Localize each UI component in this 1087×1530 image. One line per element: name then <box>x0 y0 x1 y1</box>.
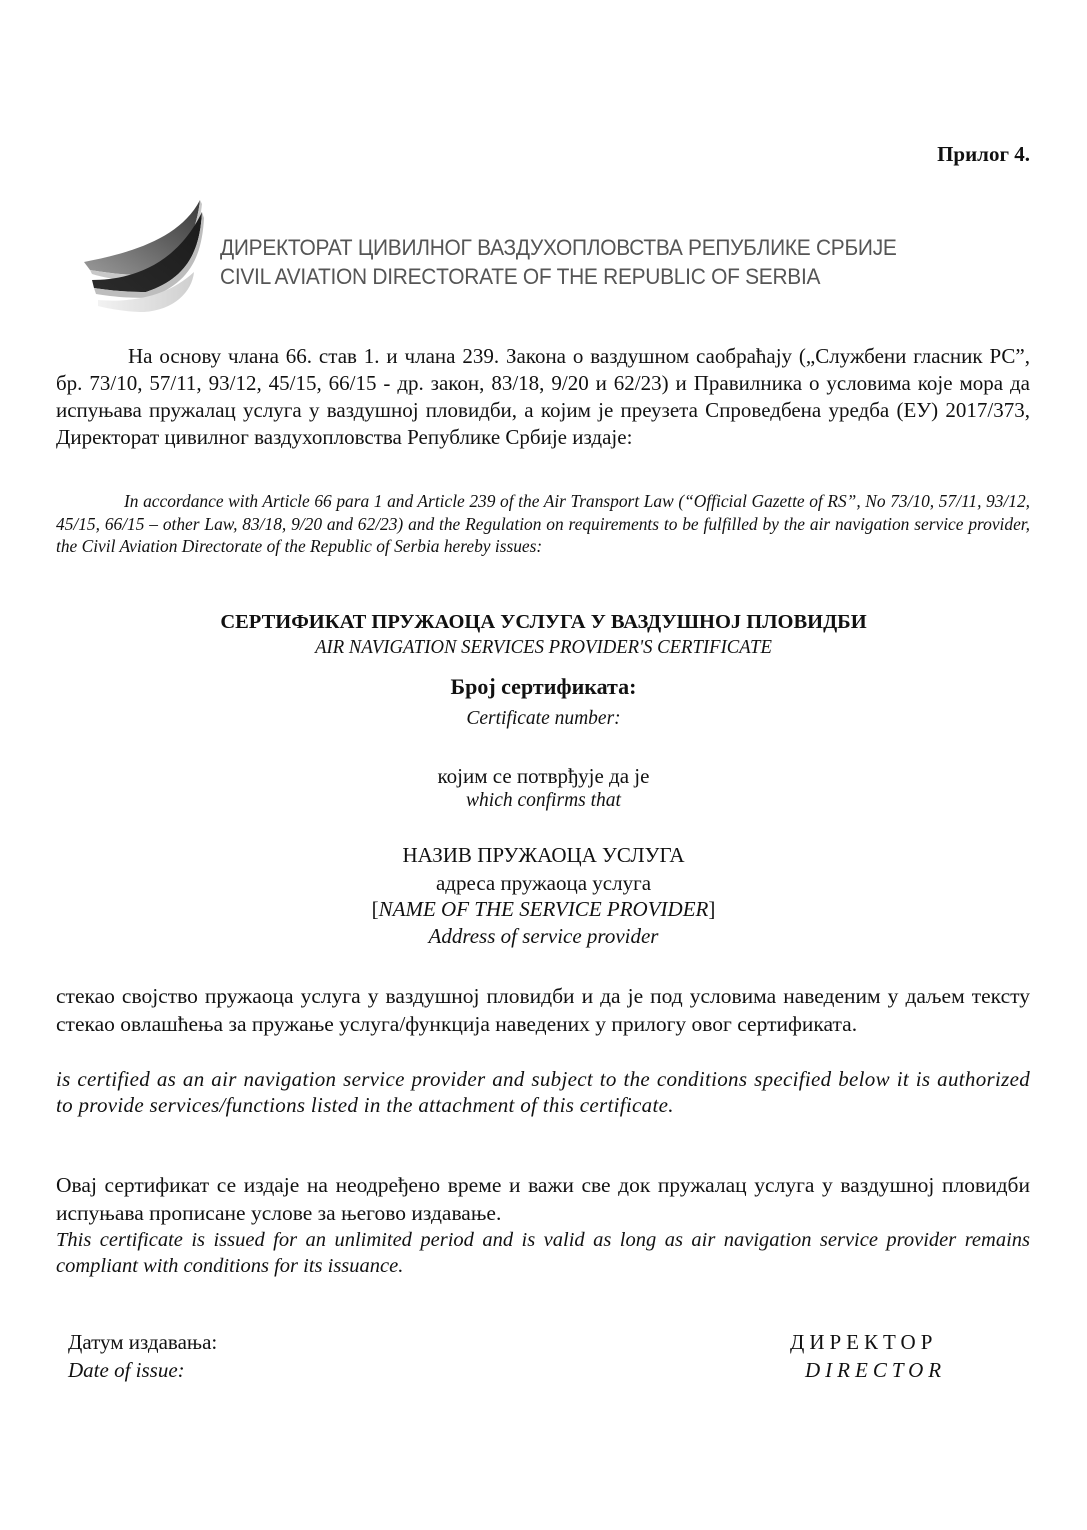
annex-label: Прилог 4. <box>937 142 1030 166</box>
certified-clause-sr: стекао својство пружаоца услуга у ваздушној пловидби и да је под условима наведеним у даљем тексту стекао овлашћења за пружање услуга/функција наведених у прилогу овог сертификата. <box>56 984 1030 1036</box>
org-name-block <box>220 233 897 291</box>
provider-name-en-block: [NAME OF THE SERVICE PROVIDER] <box>371 897 716 921</box>
certificate-number-label-en: Certificate number: <box>466 708 621 729</box>
director-label-sr: ДИРЕКТОР <box>790 1330 938 1354</box>
director-label-en: DIRECTOR <box>805 1358 947 1382</box>
date-of-issue-label-en: Date of issue: <box>68 1358 185 1382</box>
certificate-number-label-sr: Број сертификата: <box>450 674 637 699</box>
provider-address-en: Address of service provider <box>428 924 659 948</box>
provider-name-sr: НАЗИВ ПРУЖАОЦА УСЛУГА <box>402 843 685 867</box>
provider-address-sr: адреса пружаоца услуга <box>435 871 652 895</box>
preamble-en <box>56 490 1030 558</box>
provider-name-en: NAME OF THE SERVICE PROVIDER <box>378 897 709 921</box>
date-of-issue-label-sr: Датум издавања: <box>68 1330 218 1354</box>
confirms-en: which confirms that <box>466 790 621 811</box>
certificate-title-en: AIR NAVIGATION SERVICES PROVIDER'S CERTIFICATE <box>315 637 772 658</box>
validity-clause-sr: Овај сертификат се издаје на неодређено време и важи све док пружалац услуга у ваздушној пловидби испуњава прописане услове за његово издавање. <box>56 1173 1030 1225</box>
preamble-en-text: In accordance with Article 66 para 1 and Article 239 of the Air Transport Law (“Official Gazette of RS”, No 73/10, 57/11, 93/12, 45/15, 66/15 – other Law, 83/18, 9/20 and 62/23) and the Regulation on requirements to be fulfilled by the air navigation service provider, the Civil Aviation Directorate of the Republic of Serbia hereby issues: <box>56 491 1030 556</box>
preamble-sr <box>56 343 1030 451</box>
certificate-title-sr: СЕРТИФИКАТ ПРУЖАОЦА УСЛУГА У ВАЗДУШНОЈ ПЛОВИДБИ <box>220 611 867 633</box>
org-name-sr: ДИРЕКТОРАТ ЦИВИЛНОГ ВАЗДУХОПЛОВСТВА РЕПУБЛИКЕ СРБИЈЕ <box>220 235 897 260</box>
civil-aviation-directorate-logo-icon <box>84 196 208 312</box>
certified-clause-en: is certified as an air navigation service provider and subject to the conditions specified below it is authorized to provide services/functions listed in the attachment of this certificate. <box>56 1067 1030 1117</box>
preamble-sr-text: На основу члана 66. став 1. и члана 239. Закона о ваздушном саобраћају („Службени гласник РС”, бр. 73/10, 57/11, 93/12, 45/15, 66/15 - др. закон, 83/18, 9/20 и 62/23) и Правилника о условима које мора да испуњава пружалац услуга у ваздушној пловидби, а којим је преузета Спроведбена уредба (ЕУ) 2017/373, Директорат цивилног ваздухопловства Републике Србије издаје: <box>56 344 1030 449</box>
org-name-en: CIVIL AVIATION DIRECTORATE OF THE REPUBLIC OF SERBIA <box>220 264 821 289</box>
validity-clause-en: This certificate is issued for an unlimited period and is valid as long as air navigation service provider remains compliant with conditions for its issuance. <box>56 1229 1030 1277</box>
confirms-sr: којим се потврђује да је <box>437 764 650 788</box>
